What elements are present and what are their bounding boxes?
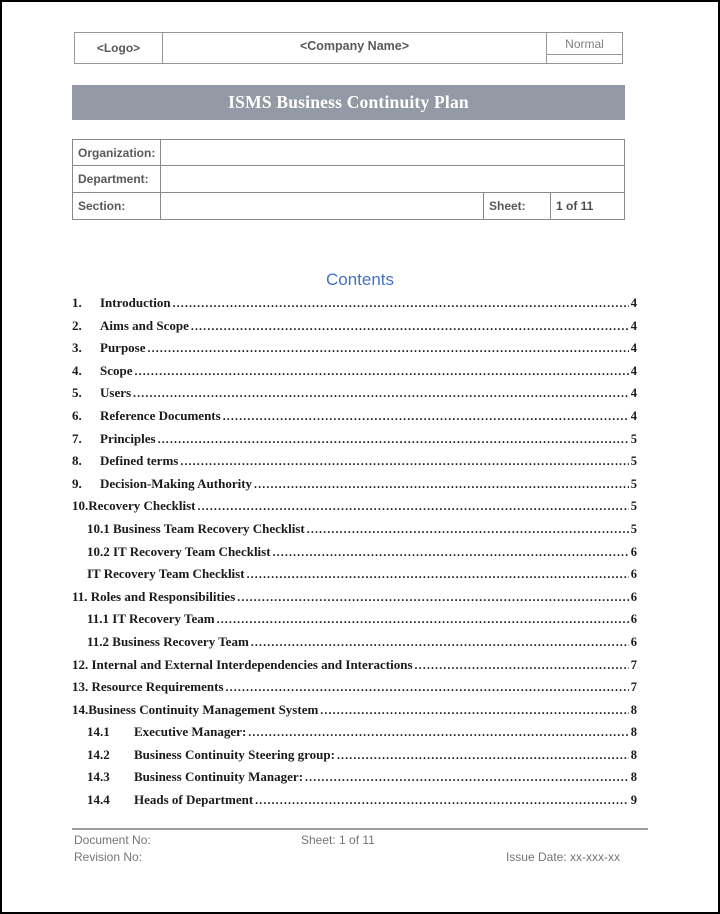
toc-entry-page: 8 (630, 747, 637, 762)
toc-entry-label: 14.Business Continuity Management System (72, 701, 319, 717)
toc-entry-number: 14.3 (87, 769, 110, 785)
toc-entry[interactable] (72, 339, 637, 362)
toc-entry-label: Heads of Department (134, 792, 254, 808)
title-banner (72, 85, 625, 120)
toc-entry-label: 12. Internal and External Interdependencies and Interactions (72, 656, 413, 672)
toc-entry[interactable] (72, 723, 637, 746)
toc-entry[interactable] (72, 452, 637, 475)
toc-entry-label: Users (100, 385, 132, 401)
toc-entry-number: 14.1 (87, 724, 110, 740)
toc-entry-number: 3. (72, 340, 82, 356)
toc-entry-label: Principles (100, 430, 156, 446)
toc-entry-label: Introduction (100, 295, 171, 310)
sheet-label: Sheet: (484, 193, 551, 219)
toc-entry[interactable] (72, 701, 637, 724)
toc-entry-label: Business Continuity Steering group: (134, 746, 335, 762)
toc-dot-leader (217, 610, 629, 628)
toc-entry-number: 14.2 (87, 746, 110, 762)
toc-entry[interactable] (72, 768, 637, 791)
toc-dot-leader (255, 791, 629, 809)
toc-entry-page: 7 (630, 657, 637, 672)
toc-entry-label: 11.1 IT Recovery Team (87, 611, 215, 627)
toc-entry-page: 5 (630, 521, 637, 536)
department-label: Department: (73, 166, 161, 191)
toc-dot-leader (180, 452, 628, 470)
organization-value-field[interactable] (161, 140, 624, 165)
toc-entry[interactable] (72, 497, 637, 520)
toc-dot-leader (251, 633, 629, 651)
footer-divider (72, 828, 648, 830)
toc-entry-label: Scope (100, 362, 133, 378)
toc-entry-page: 6 (630, 544, 637, 559)
toc-entry[interactable] (72, 610, 637, 633)
toc-dot-leader (320, 701, 628, 719)
toc-entry-page: 4 (630, 408, 637, 423)
toc-entry[interactable] (72, 384, 637, 407)
company-name-field[interactable]: <Company Name> (163, 33, 547, 63)
toc-entry[interactable] (72, 746, 637, 769)
toc-dot-leader (197, 497, 628, 515)
toc-entry-page: 4 (630, 341, 637, 356)
logo-placeholder[interactable]: <Logo> (75, 33, 163, 63)
toc-entry-page: 9 (630, 793, 637, 808)
toc-list (72, 294, 637, 814)
header-table (74, 32, 623, 64)
footer-issue-date: Issue Date: xx-xxx-xx (505, 850, 620, 864)
toc-entry[interactable] (72, 294, 637, 317)
toc-entry-label: 11.2 Business Recovery Team (87, 633, 249, 649)
toc-dot-leader (307, 520, 629, 538)
toc-entry-page: 6 (630, 612, 637, 627)
toc-entry-label: 10.1 Business Team Recovery Checklist (87, 520, 305, 536)
toc-entry-number: 14.4 (87, 792, 110, 808)
toc-entry-page: 8 (630, 702, 637, 717)
organization-row (73, 140, 624, 166)
toc-entry-page: 5 (630, 431, 637, 446)
toc-dot-leader (248, 723, 628, 741)
toc-entry-number: 9. (72, 475, 82, 491)
footer-document-no: Document No: (74, 833, 151, 847)
toc-entry-number: 5. (72, 385, 82, 401)
toc-entry[interactable] (72, 407, 637, 430)
organization-label: Organization: (73, 140, 161, 165)
footer-sheet: Sheet: 1 of 11 (301, 833, 375, 847)
toc-entry[interactable] (72, 633, 637, 656)
section-row (73, 193, 624, 219)
toc-entry-label: Decision-Making Authority (100, 475, 253, 491)
toc-entry-number: 7. (72, 430, 82, 446)
toc-entry[interactable] (72, 543, 637, 566)
department-value-field[interactable] (161, 166, 624, 191)
classification-label: Normal (547, 33, 622, 55)
toc-entry[interactable] (72, 565, 637, 588)
toc-dot-leader (223, 407, 629, 425)
toc-dot-leader (133, 384, 629, 402)
toc-entry-label: Purpose (100, 340, 146, 356)
toc-entry[interactable] (72, 362, 637, 385)
toc-dot-leader (273, 543, 629, 561)
section-label: Section: (73, 193, 161, 219)
toc-entry[interactable] (72, 475, 637, 498)
footer-revision-no: Revision No: (74, 850, 143, 864)
toc-entry-label: Business Continuity Manager: (134, 769, 304, 785)
toc-dot-leader (254, 475, 629, 493)
section-value-field[interactable] (161, 193, 484, 219)
toc-entry[interactable] (72, 588, 637, 611)
sheet-value: 1 of 11 (556, 198, 594, 213)
toc-entry-number: 4. (72, 362, 82, 378)
toc-dot-leader (173, 294, 629, 312)
document-title: ISMS Business Continuity Plan (228, 92, 469, 112)
toc-entry-page: 4 (630, 386, 637, 401)
toc-dot-leader (135, 362, 629, 380)
toc-entry-page: 4 (630, 318, 637, 333)
toc-entry-number: 6. (72, 407, 82, 423)
toc-dot-leader (191, 317, 629, 335)
toc-dot-leader (226, 678, 629, 696)
toc-entry[interactable] (72, 430, 637, 453)
toc-entry[interactable] (72, 678, 637, 701)
toc-entry[interactable] (72, 520, 637, 543)
toc-entry-page: 8 (630, 725, 637, 740)
toc-entry-page: 6 (630, 634, 637, 649)
toc-entry-label: IT Recovery Team Checklist (87, 566, 245, 582)
contents-heading: Contents (325, 270, 395, 289)
toc-dot-leader (337, 746, 629, 764)
toc-dot-leader (158, 430, 629, 448)
toc-entry-number: 1. (72, 295, 82, 310)
toc-entry-label: 10.Recovery Checklist (72, 498, 196, 514)
toc-entry-page: 4 (630, 296, 637, 310)
toc-entry-page: 8 (630, 770, 637, 785)
toc-entry-label: Reference Documents (100, 407, 221, 423)
toc-dot-leader (148, 339, 629, 357)
classification-column (547, 33, 622, 63)
toc-dot-leader (415, 656, 629, 674)
department-row (73, 166, 624, 192)
toc-entry[interactable] (72, 317, 637, 340)
toc-dot-leader (247, 565, 629, 583)
toc-entry-number: 8. (72, 453, 82, 469)
toc-entry-page: 5 (630, 476, 637, 491)
toc-entry-page: 5 (630, 454, 637, 469)
toc-entry[interactable] (72, 791, 637, 814)
toc-entry-label: 11. Roles and Responsibilities (72, 588, 236, 604)
toc-dot-leader (305, 768, 629, 786)
toc-entry-page: 4 (630, 363, 637, 378)
toc-entry-page: 5 (630, 499, 637, 514)
toc-entry-label: Executive Manager: (134, 724, 247, 740)
info-table (72, 139, 625, 220)
toc-entry-page: 6 (630, 567, 637, 582)
toc-entry-label: Defined terms (100, 453, 179, 469)
toc-entry-number: 2. (72, 317, 82, 333)
toc-entry-page: 6 (630, 589, 637, 604)
toc-dot-leader (237, 588, 628, 606)
toc-entry-label: 10.2 IT Recovery Team Checklist (87, 543, 271, 559)
toc-entry-label: Aims and Scope (100, 317, 189, 333)
toc-entry[interactable] (72, 656, 637, 679)
toc-entry-page: 7 (630, 680, 637, 695)
classification-empty-cell (547, 55, 622, 63)
toc-entry-label: 13. Resource Requirements (72, 679, 224, 695)
